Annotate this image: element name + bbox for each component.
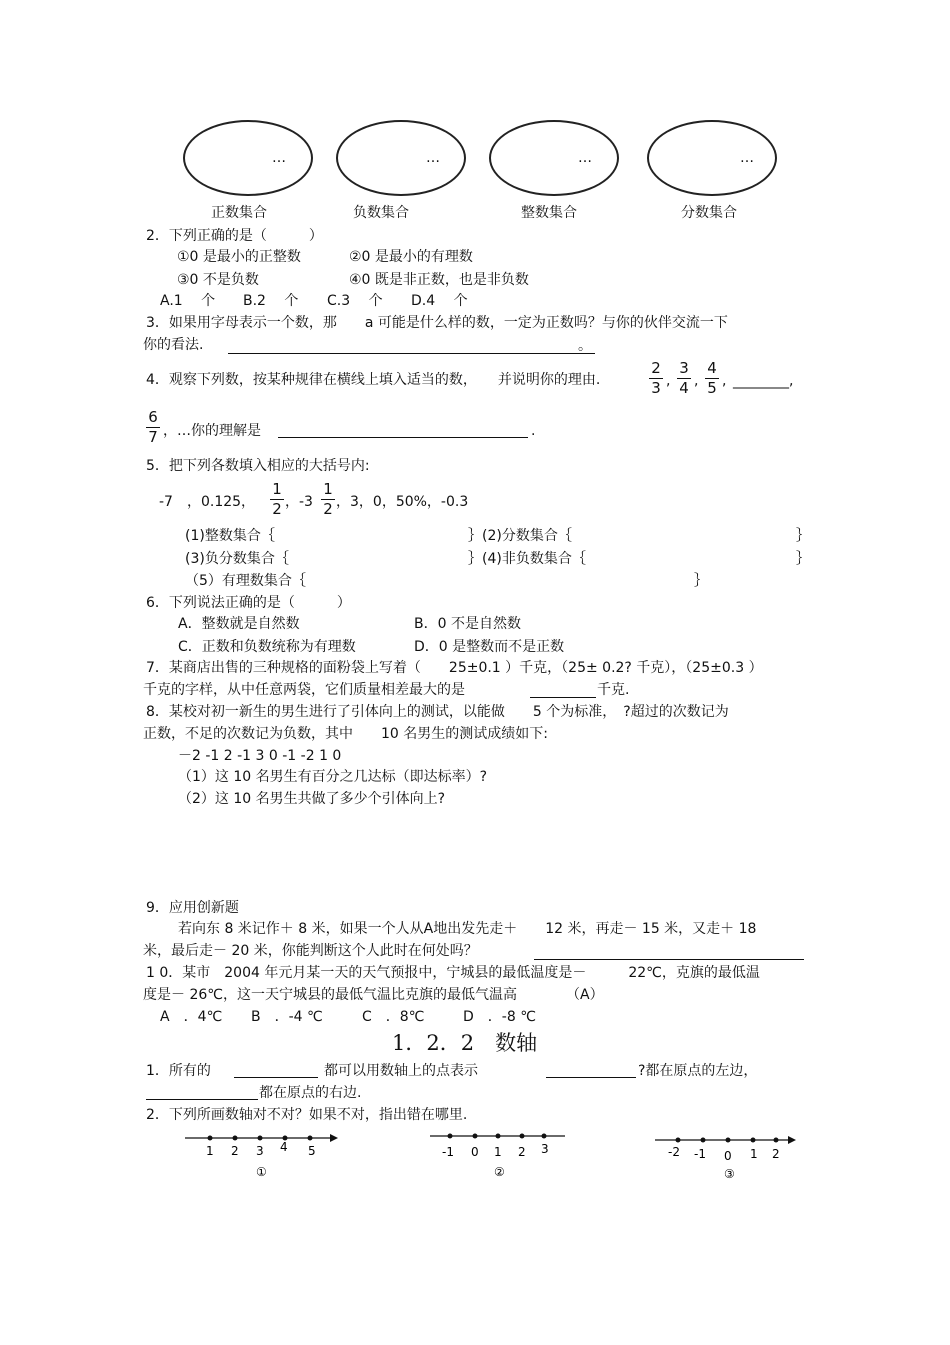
comma: ,: [694, 373, 699, 389]
tick-label: 1: [206, 1144, 214, 1158]
denominator: 4: [679, 379, 689, 397]
q6-option: D．0 是整数而不是正数: [414, 639, 565, 655]
q2-option: A.1 个: [160, 293, 216, 309]
q8-data: －2 -1 2 -1 3 0 -1 -2 1 0: [178, 748, 342, 764]
tick-label: -2: [668, 1145, 680, 1159]
q7-line: 7．某商店出售的三种规格的面粉袋上写着（ 25±0.1 ）千克，（25± 0.2? 千克），（25±0.3 ）: [146, 660, 763, 676]
answer-blank[interactable]: [530, 697, 596, 698]
answer-blank[interactable]: [534, 959, 804, 960]
tick-point: [542, 1134, 547, 1139]
number-line-2: [425, 1126, 570, 1186]
tick-label: 1: [750, 1147, 758, 1161]
figure-mark: ②: [494, 1165, 505, 1179]
tick-point: [751, 1138, 756, 1143]
q9-line: 米，最后走－ 20 米，你能判断这个人此时在何处吗？: [143, 943, 478, 959]
q10-option: A ．4℃: [160, 1009, 223, 1025]
fraction: [705, 361, 719, 396]
numerator: 1: [272, 480, 282, 498]
tick-label: 4: [280, 1140, 288, 1154]
s1-text: 都可以用数轴上的点表示: [324, 1063, 478, 1079]
number-line-3: [650, 1130, 800, 1190]
set-label: 分数集合: [681, 205, 737, 221]
numerator: 3: [679, 359, 689, 377]
q6-option: C．正数和负数统称为有理数: [178, 639, 356, 655]
tick-point: [701, 1138, 706, 1143]
answer-blank[interactable]: [278, 437, 528, 438]
q6-option: B．0 不是自然数: [414, 616, 521, 632]
q10-option: D ．-8 ℃: [463, 1009, 536, 1025]
tick-point: [233, 1136, 238, 1141]
q5-numbers: -7 ，0.125，: [159, 494, 256, 510]
answer-blank[interactable]: [228, 353, 595, 354]
integer-set-ellipse: [489, 120, 619, 196]
q5-category: (3)负分数集合｛: [185, 551, 289, 567]
q7-line: 千克的字样，从中任意两袋，它们质量相差最大的是: [143, 682, 465, 698]
q10-option: B ．-4 ℃: [251, 1009, 323, 1025]
set-ellipsis: …: [578, 150, 592, 166]
tick-label: -1: [442, 1145, 454, 1159]
denominator: 5: [707, 379, 717, 397]
tick-point: [308, 1136, 313, 1141]
figure-mark: ①: [256, 1165, 267, 1179]
figure-mark: ③: [724, 1167, 735, 1181]
q2-statement: ④0 既是非正数，也是非负数: [349, 272, 529, 288]
numerator: 4: [707, 359, 717, 377]
denominator: 2: [272, 500, 282, 518]
number-line-1: [180, 1128, 340, 1188]
numerator: 2: [651, 359, 661, 377]
tick-label: 0: [724, 1149, 732, 1163]
q5-brace: ｝: [694, 573, 708, 589]
q3-line: 你的看法.: [143, 337, 204, 353]
tick-label: 3: [541, 1142, 549, 1156]
q2-option: B.2 个: [243, 293, 299, 309]
q10-line: 度是－ 26℃，这一天宁城县的最低气温比克旗的最低气温高 （A）: [143, 987, 604, 1003]
q2-option: D.4 个: [411, 293, 468, 309]
tick-point: [208, 1136, 213, 1141]
q2-stem: 2．下列正确的是（ ）: [146, 228, 323, 244]
numerator: 1: [323, 480, 333, 498]
q5-numbers: ，3，0，50%，-0.3: [336, 494, 469, 510]
q3-line: 3．如果用字母表示一个数，那 a 可能是什么样的数，一定为正数吗？与你的伙伴交流一下: [146, 315, 728, 331]
fraction: [321, 482, 335, 517]
q10-line: 1 0．某市 2004 年元月某一天的天气预报中，宁城县的最低温度是－ 22℃，克旗的最低温: [146, 965, 760, 981]
comma: ,: [722, 373, 727, 389]
answer-blank[interactable]: [234, 1077, 318, 1078]
tick-point: [774, 1138, 779, 1143]
q5-category: ｝(4)非负数集合｛: [468, 551, 586, 567]
negative-set-ellipse: [336, 120, 466, 196]
q6-stem: 6．下列说法正确的是（ ）: [146, 595, 351, 611]
q9-line: 若向东 8 米记作＋ 8 米，如果一个人从A地出发先走＋ 12 米，再走－ 15 米，又走＋ 18: [178, 921, 757, 937]
q2-statement: ①0 是最小的正整数: [177, 249, 301, 265]
q8-line: 8．某校对初一新生的男生进行了引体向上的测试，以能做 5 个为标准， ?超过的次数记为: [146, 704, 729, 720]
q4-text: 4．观察下列数，按某种规律在横线上填入适当的数， 并说明你的理由.: [146, 372, 601, 388]
tick-label: 5: [308, 1144, 316, 1158]
fraction-set-ellipse: [647, 120, 777, 196]
tick-label: 0: [471, 1145, 479, 1159]
q5-stem: 5．把下列各数填入相应的大括号内:: [146, 458, 370, 474]
comma: ,: [666, 373, 671, 389]
q4-end: .: [531, 423, 536, 439]
q8-subquestion: （1）这 10 名男生有百分之几达标（即达标率）?: [178, 769, 488, 785]
q7-end: 千克.: [597, 682, 630, 698]
tick-label: 3: [256, 1144, 264, 1158]
section-title: 1．2．2 数轴: [392, 1031, 538, 1055]
denominator: 2: [323, 500, 333, 518]
answer-blank[interactable]: ________,: [733, 373, 794, 389]
denominator: 3: [651, 379, 661, 397]
fraction: [270, 482, 284, 517]
denominator: 7: [148, 428, 158, 446]
s1-text: 1．所有的: [146, 1063, 211, 1079]
tick-point: [258, 1136, 263, 1141]
answer-blank[interactable]: [546, 1077, 636, 1078]
tick-label: 1: [494, 1145, 502, 1159]
tick-point: [448, 1134, 453, 1139]
set-label: 正数集合: [211, 205, 267, 221]
tick-label: 2: [772, 1147, 780, 1161]
set-ellipsis: …: [272, 150, 286, 166]
tick-point: [726, 1138, 731, 1143]
q2-statement: ③0 不是负数: [177, 272, 259, 288]
set-ellipsis: …: [426, 150, 440, 166]
q10-option: C ．8℃: [362, 1009, 425, 1025]
tick-point: [496, 1134, 501, 1139]
q2-option: C.3 个: [327, 293, 383, 309]
q8-line: 正数，不足的次数记为负数，其中 10 名男生的测试成绩如下:: [143, 726, 548, 742]
tick-point: [520, 1134, 525, 1139]
q2-statement: ②0 是最小的有理数: [349, 249, 473, 265]
tick-label: 2: [518, 1145, 526, 1159]
q6-option: A．整数就是自然数: [178, 616, 300, 632]
q5-category: （5）有理数集合｛: [185, 573, 306, 589]
answer-blank[interactable]: [146, 1099, 258, 1100]
positive-set-ellipse: [183, 120, 313, 196]
tick-label: 2: [231, 1144, 239, 1158]
q4-tail: ，…你的理解是: [163, 423, 261, 439]
q5-brace: ｝: [796, 528, 810, 544]
q3-end: 。: [578, 338, 592, 354]
s1-text: ?都在原点的左边，: [638, 1063, 758, 1079]
q5-category: (1)整数集合｛: [185, 528, 275, 544]
q8-subquestion: （2）这 10 名男生共做了多少个引体向上?: [178, 791, 446, 807]
q5-numbers: ，-3: [285, 494, 313, 510]
fraction: [677, 361, 691, 396]
set-ellipsis: …: [740, 150, 754, 166]
tick-label: -1: [694, 1147, 706, 1161]
tick-point: [473, 1134, 478, 1139]
tick-point: [676, 1138, 681, 1143]
q9-title: 9．应用创新题: [146, 900, 239, 916]
set-label: 整数集合: [521, 205, 577, 221]
s2-stem: 2．下列所画数轴对不对？如果不对，指出错在哪里.: [146, 1107, 468, 1123]
fraction: [649, 361, 663, 396]
numerator: 6: [148, 408, 158, 426]
set-label: 负数集合: [353, 205, 409, 221]
q5-brace: ｝: [796, 551, 810, 567]
s1-text: 都在原点的右边.: [259, 1085, 362, 1101]
fraction: [146, 410, 160, 445]
q5-category: ｝(2)分数集合｛: [468, 528, 572, 544]
